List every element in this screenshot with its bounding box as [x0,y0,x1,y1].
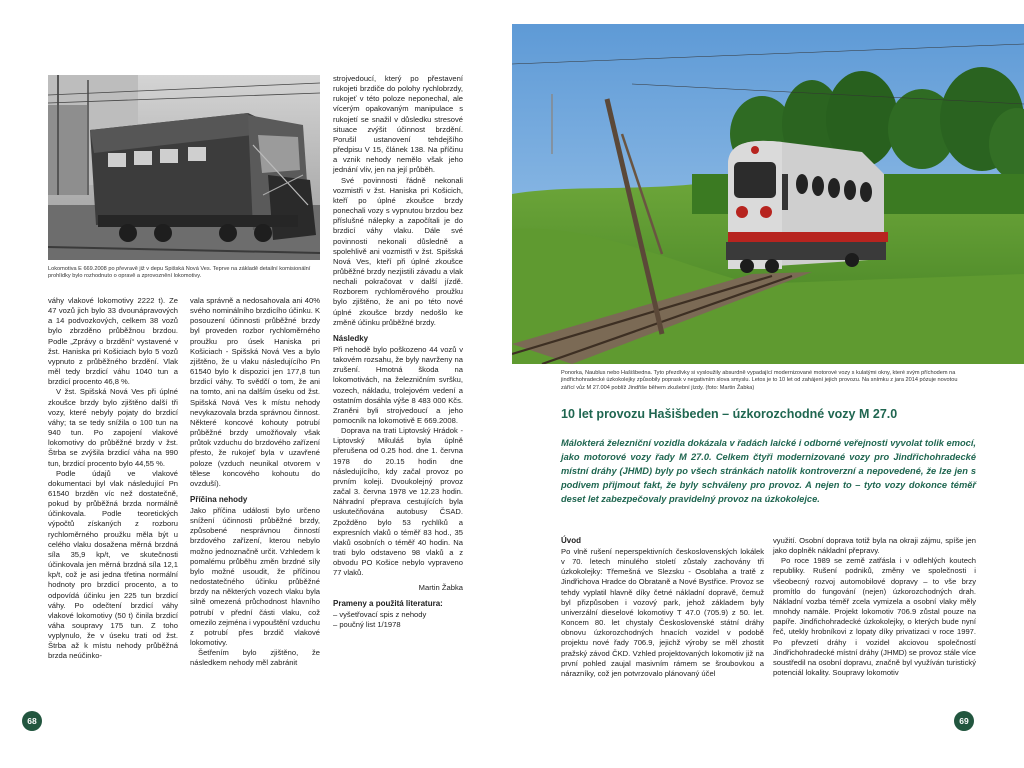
paragraph: Jako příčina události bylo určeno snížení účinnosti průběžné brzdy, způsobené nesprávnou činností brzdového zařízení, kterou nebylo možno jednoznačně určit. Vzhledem k pomalému průběhu změn brzdné síly bylo možné usoudit, že příčinou nedostatečného účinku průběžné brzdy na některých vozech vlaku byla silně omezená průchodnost hlavního potrubí v přední části vlaku, což omezilo zejména i vypouštění vzduchu z potrubí přes brzdič vlakové lokomotivy. [190,505,321,647]
page-number: 68 [22,711,42,731]
page-number: 69 [954,711,974,731]
reference-item: – poučný list 1/1978 [333,619,401,629]
photo-caption: Ponorka, Naublus nebo Hašišbedna. Tyto přezdívky si vysloužily absurdně vypadající modernizované motorové vozy s kulatými okny, které svým příchodem na jindřichohradecké úzkokolejky způsobily poprask v negativním slova smyslu. Letos je to 10 let od zahájení jejich provozu. Na snímku z jara 2014 pózuje novotou zářící vůz M 27.004 poblíž Jindřiše během zkušební jízdy. (foto: Martin Žabka) [561,370,958,391]
left-column-1 [48,296,178,662]
paragraph: Šetřením bylo zjištěno, že následkem nehody měl zabránit [190,648,320,668]
railcar-photo [512,24,1024,364]
railcar-illustration [512,24,1024,364]
paragraph: váhy vlakové lokomotivy 2222 t). Ze 47 vozů jich bylo 33 dvounápravových a 14 podvozkových, celkem 38 vozů bylo zbrzděno průběžnou brzdou. Podle „Zprávy o brzdění“ vystavené v žst. Haniska pri Košiciach bylo 5 vozů vypnuto z průběžného brzdění. Vlak měl tedy brzdicí váhu 1040 tun a brzdicí procento 46,8 %. [48,296,178,387]
locomotive-wreck-illustration [48,75,320,260]
paragraph: Podle údajů ve vlakové dokumentaci byl vlak následující Pn 61540 brzděn víc než dostatečně, pokud by průběžná brzda normálně účinkovala. Podle teoretických výpočtů získaných z rozboru rychloměrného proužku měla být u celého vlaku dosažena měrná brzdná síla 35,9 kp/t, ve skutečnosti účinkovala jen měrná brzdná síla 12,1 kp/t, což je asi jedna třetina normální hodnoty pro brzdicí procento, a to odpovídá účinku jen 225 tun brzdicí váhy. Po odečtení brzdicí váhy vlakové lokomotivy (50 t) činila brzdicí váha soupravy 175 tun. Z toho vyplynulo, že v úseku trati od žst. Štrba až k místu nehody průběžná brzda neúčinko- [48,468,178,661]
paragraph: V žst. Spišská Nová Ves při úplné zkoušce brzdy bylo zjištěno další tři vozy, které nebyly pojaty do brzdicí váhy; ta se tedy snížila o 100 tun na 940 tun. Po zapojení vlakové lokomotivy do průběžné brzdy v žst. Štrba se zvýšila brzdicí váha na 990 tun, brzdicí procento bylo 44,55 %. [48,387,178,468]
photo-caption: Lokomotiva E 669.2008 po převravě již v depu Spišská Nová Ves. Teprve na základě detailní komisionální prohlídky bylo rozhodnuto o opravě a zprovoznění lokomotivy. [48,266,311,280]
left-column-3 [333,74,463,630]
article-lead: Málokterá železniční vozidla dokázala v řadách laické i odborné veřejnosti vyvolat tolik emocí, jako motorové vozy řady M 27.0. Celkem čtyři modernizované vozy pro Jindřichohradecké místní dráhy (JHMD) byly po všech stránkách natolik kontroverzní a nepovedené, že lze jen s podivem přijmout fakt, že byly schváleny pro provoz. A nejen to – tyto vozy dokonce téměř deset let zabezpečovaly pravidelný provoz na úzkokolejce. [561,438,976,504]
author-signature: Martin Žabka [418,582,463,592]
right-column-1 [561,536,764,679]
section-heading: Následky [333,333,369,343]
reference-item: – vyšetřovací spis z nehody [333,609,427,619]
paragraph: Při nehodě bylo poškozeno 44 vozů v takovém rozsahu, že byly navrženy na zrušení. Hmotná škoda na lokomotivách, na železničním svršku, vozech, nákladu, trolejovém vedení a ostatním dosáhla výše 8 483 000 Kčs. Zraněni byli strojvedoucí a jeho pomocník na lokomotivě E 669.2008. [333,344,463,425]
references-heading: Prameny a použitá literatura: [333,598,443,608]
right-column-2 [773,536,976,678]
paragraph: Po roce 1989 se země zatřásla i v odlehlých koutech republiky. Rušení podniků, změny ve společnosti i všeobecný rozvoj automobilové dopravy – to vše brzy promítlo do fungování (nejen) úzkorozchodných drah. Nákladní vozba téměř zcela vymizela a osobní vlaky měly mnohdy namále. Projekt lokomotiv 706.9 zůstal pouze na papíře. Jindřichohradecké úzkokolejky, o kterých bude nyní řeč, utekly hrobníkovi z lopaty díky privatizaci v roce 1997. Po převzetí dráhy i vozidel akciovou společností Jindřichohradecké místní dráhy (JHMD) se provoz stále více soustředil na osobní dopravu, značně byl využíván turistický potenciál lokality. Soupravy lokomotiv [773,556,976,678]
paragraph: vala správně a nedosahovala ani 40% svého nominálního brzdicího účinku. K posouzení účinnosti průběžné brzdy byl proveden rozbor rychloměrného proužku pro úsek Haniska pri Košiciach - Spišská Nová Ves a bylo zjištěno, že u vlaku následujícího Pn 61540 bylo k dispozici jen 177,8 tun brzdicí váhy. To svědčí o tom, že ani na tomto, ani na dalším úseku od žst. Spišská Nová Ves k místu nehody nevykazovala brzda správnou činnost. Některé koncové kohouty potrubí průběžné brzdy umožňovaly však průtok vzduchu do brzdového zařízení přesto, že rukojeť byla v uzavřené poloze (vzduch neunikal otvorem v tělese koncového kohoutu do ovzduší). [190,296,321,488]
paragraph: Po vlně rušení neperspektivních československých lokálek v 70. letech minulého století zůstaly zachovány tři úzkokolejky: Třemešná ve Slezsku - Osoblaha a tratě z Jindřichova Hradce do Obrataně a Nové Bystřice. Provoz se tehdy vyplatil hlavně díky četné nákladní dopravě, čemuž byl přizpůsoben i vozový park, jehož základem byly univerzální dieselové lokomotivy T 47.0 (705.9) z 50. let. Koncem 80. let chystaly Československé státní dráhy obnovu úzkorozchodných hnacích vozidel v podobě projektu nové řady 706.9, jejichž výroby se měl zhostit pražský závod ČKD. Vzhled projektovaných lokomotiv již na první pohled zaujal masivním rámem se šroubovkou a nárazníky, což jen potvrzovalo plánovaný účel [561,547,764,678]
paragraph: Své povinnosti řádně nekonali vozmistři v žst. Haniska pri Košicich, kteří po úplné zkoušce brzdy ponechali vozy s vypnutou brzdou bez příslušné nálepky a započítali je do brzdicí váhy vlaku. Dále své povinnosti nekonali důsledně a spolehlivě ani vozmistři v žst. Spišská Nová Ves, kteří při úplné zkoušce průběžné brzdy nezjistili závadu a vlak nechali pokračovat v další jízdě. Rozborem rychloměrového proužku bylo zjištěno, že ani po této nové úplné zkoušce brzdy nedošlo ke změně účinku průběžné brzdy. [333,175,463,327]
article-title: 10 let provozu Hašišbeden – úzkorozchodné vozy M 27.0 [561,407,898,421]
locomotive-wreck-photo [48,75,320,260]
paragraph: Doprava na trati Liptovský Hrádok - Liptovský Mikuláš byla úplně přerušena od 0.25 hod. dne 1. června 1978 do 20.15 hodin dne následujícího, kdy začal provoz po prvním koleji. Dvoukolejný provoz začal 3. června 1978 ve 12.23 hodin. Náhradní přeprava cestujících byla uskutečňována autobusy ČSAD. Zpožděno bylo 53 rychlíků a expresních vlaků o téměř 83 hod., 35 vlaků osobních o téměř 40 hodin. Na trati bylo odstaveno 98 vlaků a z obvodu PO Košice nebylo vypraveno 77 vlaků. [333,426,463,578]
paragraph: strojvedoucí, který po přestavení rukojeti brzdiče do polohy rychlobrzdy, rukojeť v této poloze neponechal, ale vícerým opakovaným manipulace s rukojetí se snažil v důsledku stresové situace zvýšit účinnost brzdění. Porušil ustanovení tehdejšího předpisu V 15, článek 138. Na příčinu a vznik nehody nemělo však jeho jednání vliv, jen na její průběh. [333,74,463,175]
section-heading: Příčina nehody [190,494,248,504]
left-column-2 [190,296,320,668]
section-heading: Úvod [561,536,581,545]
paragraph: využití. Osobní doprava totiž byla na okraji zájmu, spíše jen jako doplněk nákladní přepravy. [773,536,976,556]
